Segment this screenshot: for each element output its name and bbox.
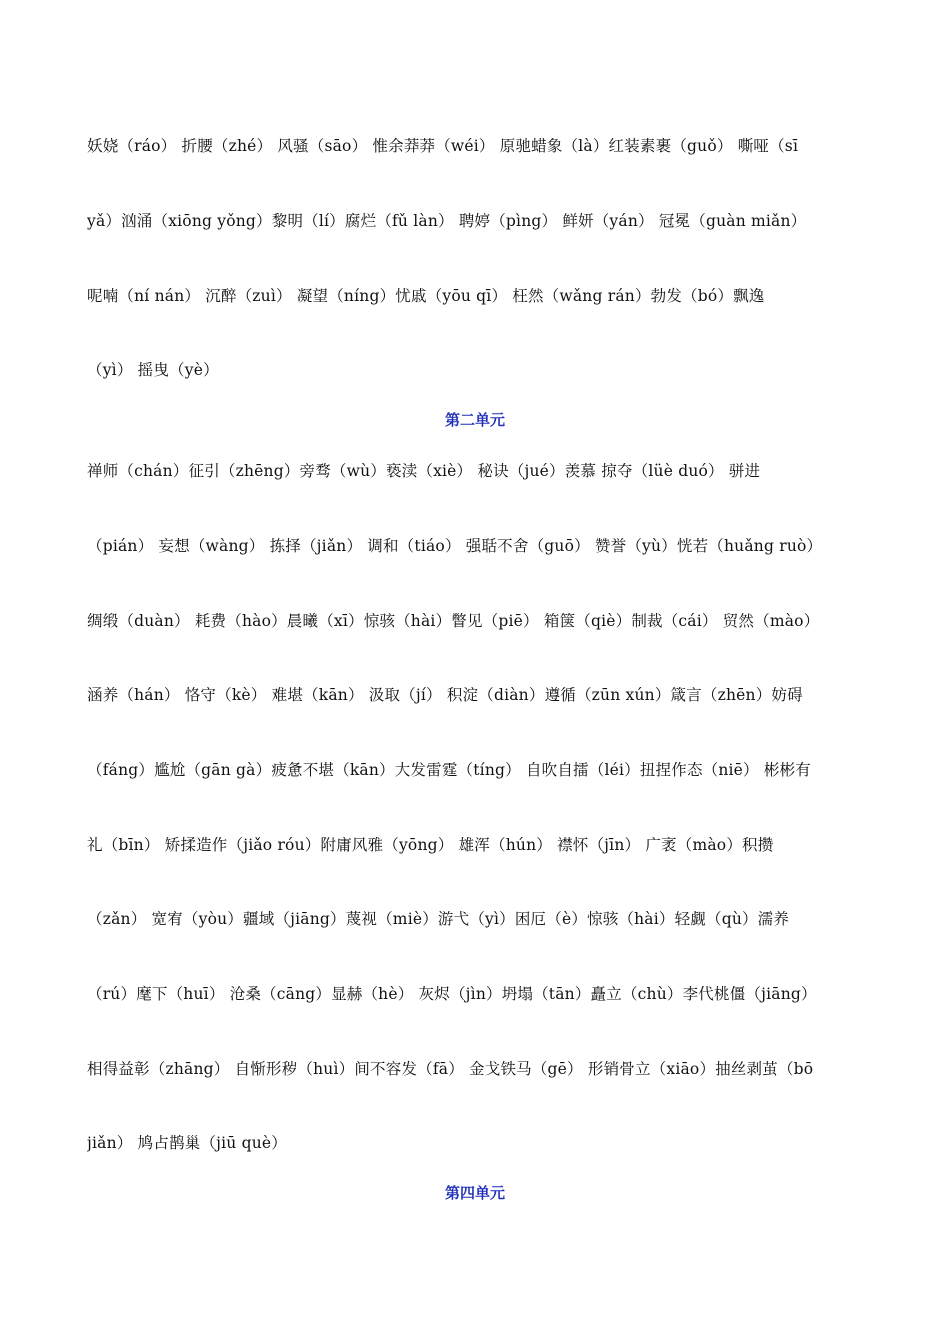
vocab-line: jiǎn） 鸠占鹊巢（jiū què） (87, 1134, 287, 1152)
vocab-line: 绸缎（duàn） 耗费（hào）晨曦（xī）惊骇（hài）瞥见（piē） 箱箧（qiè）制裁（cái） 贸然（mào） (87, 612, 820, 630)
vocab-line: （rú）麾下（huī） 沧桑（cāng）显赫（hè） 灰烬（jìn）坍塌（tān）矗立（chù）李代桃僵（jiāng） (87, 985, 817, 1003)
vocab-line: （pián） 妄想（wàng） 拣择（jiǎn） 调和（tiáo） 强聒不舍（guō） 赞誉（yù）恍若（huǎng ruò） (87, 537, 823, 555)
vocab-line: 涵养（hán） 恪守（kè） 难堪（kān） 汲取（jí） 积淀（diàn）遵循（zūn xún）箴言（zhēn）妨碍 (87, 686, 803, 704)
vocab-line: 相得益彰（zhāng） 自惭形秽（huì）间不容发（fā） 金戈铁马（gē） 形销骨立（xiāo）抽丝剥茧（bō (87, 1060, 814, 1078)
vocab-line: 妖娆（ráo） 折腰（zhé） 风骚（sāo） 惟余莽莽（wéi） 原驰蜡象（là）红装素裹（guǒ） 嘶哑（sī (87, 137, 799, 155)
vocab-line: 礼（bīn） 矫揉造作（jiǎo róu）附庸风雅（yōng） 雄浑（hún） 襟怀（jīn） 广袤（mào）积攒 (87, 836, 774, 854)
section-heading-unit-4: 第四单元 (444, 1184, 505, 1202)
vocab-line: （zǎn） 宽宥（yòu）疆域（jiāng）蔑视（miè）游弋（yì）困厄（è）惊骇（hài）轻觑（qù）濡养 (87, 910, 790, 928)
vocab-line: （fáng）尴尬（gān gà）疲惫不堪（kān）大发雷霆（tíng） 自吹自擂（léi）扭捏作态（niē） 彬彬有 (87, 761, 811, 779)
section-heading-unit-2: 第二单元 (444, 411, 505, 429)
vocab-line: yǎ）汹涌（xiōng yǒng）黎明（lí）腐烂（fǔ làn） 聘婷（pìng） 鲜妍（yán） 冠冕（guàn miǎn） (87, 212, 807, 230)
vocab-line: 禅师（chán）征引（zhēng）旁骛（wù）亵渎（xiè） 秘诀（jué）羡慕 掠夺（lüè duó） 骈进 (87, 462, 761, 480)
vocab-line: （yì） 摇曳（yè） (87, 361, 219, 379)
vocab-line: 呢喃（ní nán） 沉醉（zuì） 凝望（níng）忧戚（yōu qī） 枉然（wǎng rán）勃发（bó）飘逸 (87, 287, 765, 305)
